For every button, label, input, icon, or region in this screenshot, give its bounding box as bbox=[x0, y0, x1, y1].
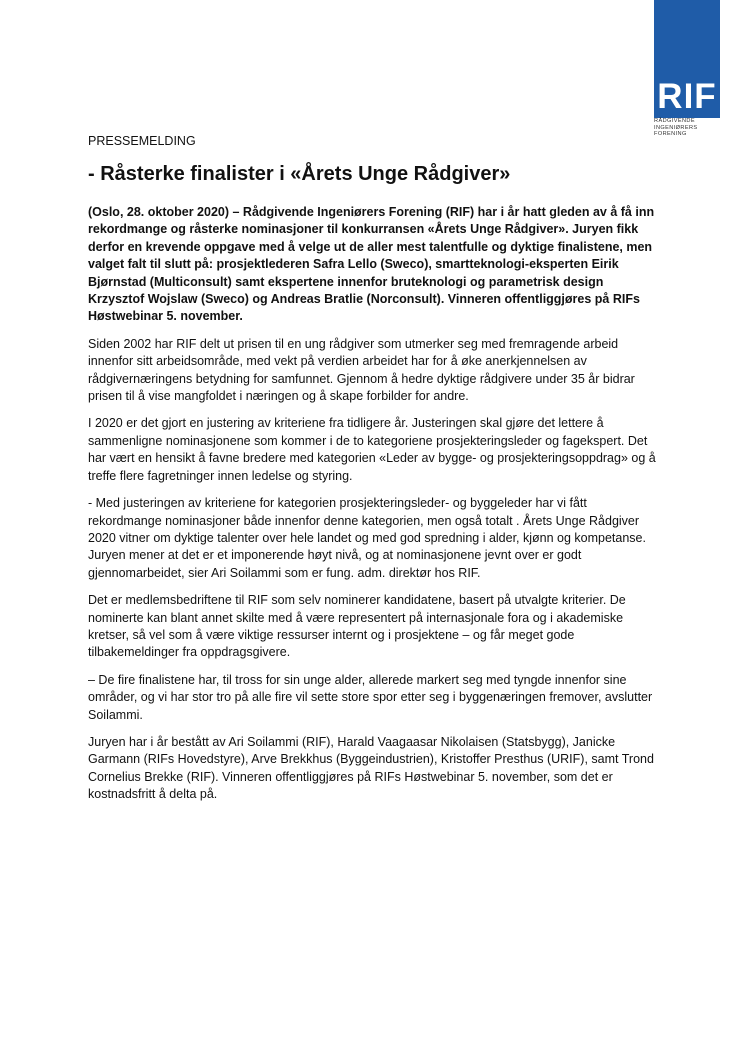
body-paragraph: – De fire finalistene har, til tross for sin unge alder, allerede markert seg med tyngde innenfor sine områder, og vi har stor tro på alle fire vil sette store spor etter seg i byggenæringen fremover, avslutter Soilammi. bbox=[88, 672, 653, 722]
body-paragraph: Siden 2002 har RIF delt ut prisen til en ung rådgiver som utmerker seg med fremragende arbeid innenfor sitt arbeidsområde, med vekt på verdien arbeidet har for å øke anerkjennelsen av rådgivernæringens betydning for samfunnet. Gjennom å hedre dyktige rådgivere under 35 år bidrar prisen til å vise mangfoldet i næringen og å skape forbilder for andre. bbox=[88, 336, 635, 404]
body-paragraph: Det er medlemsbedriftene til RIF som selv nominerer kandidatene, basert på utvalgte kriterier. De nominerte kan blant annet skilte med å være representert på internasjonale fora og i akademiske kretser, så vel som å være viktige ressurser internt og i prosjektene – og får meget gode tilbakemeldinger fra oppdragsgivere. bbox=[88, 593, 626, 660]
lead-paragraph: (Oslo, 28. oktober 2020) – Rådgivende Ingeniørers Forening (RIF) har i år hatt gleden av å få inn rekordmange og råsterke nominasjoner til konkurransen «Årets Unge Rådgiver». Juryen fikk derfor en krevende oppgave med å velge ut de aller mest talentfulle og dyktige finalistene, men valget falt til slutt på: prosjektlederen Safra Lello (Sweco), smartteknologi-eksperten Eirik Bjørnstad (Multiconsult) samt ekspertene innenfor bruteknologi og parametrisk design Krzysztof Wojslaw (Sweco) og Andreas Bratlie (Norconsult). Vinneren offentliggjøres på RIFs Høstwebinar 5. november. bbox=[88, 205, 655, 324]
logo-text: RIF bbox=[657, 77, 717, 116]
logo-subtitle-line: FORENING bbox=[654, 131, 687, 138]
body-paragraph: I 2020 er det gjort en justering av kriteriene fra tidligere år. Justeringen skal gjøre det lettere å sammenligne nominasjonene som kommer i de to kategoriene prosjekteringsleder og fagekspert. Det har vært en hensikt å favne bredere med kategorien «Leder av bygge- og prosjekteringsoppdrag» og å treffe flere fagretninger innen ledelse og styring. bbox=[88, 416, 656, 483]
logo-subtitle bbox=[654, 118, 720, 138]
document-label: PRESSEMELDING bbox=[88, 134, 196, 148]
logo-block bbox=[654, 0, 720, 118]
rif-logo bbox=[654, 0, 720, 140]
body-paragraph: Juryen har i år bestått av Ari Soilammi (RIF), Harald Vaagaasar Nikolaisen (Statsbygg), Janicke Garmann (RIFs Hovedstyre), Arve Brekkhus (Byggeindustrien), Kristoffer Presthus (URIF), samt Trond Cornelius Brekke (RIF). Vinneren offentliggjøres på RIFs Høstwebinar 5. november, som det er kostnadsfritt å delta på. bbox=[88, 734, 654, 802]
logo-subtitle-line: RÅDGIVENDE bbox=[654, 118, 695, 124]
body-paragraph: - Med justeringen av kriteriene for kategorien prosjekteringsleder- og byggeleder har vi fått rekordmange nominasjoner både innenfor denne kategorien, men også totalt . Årets Unge Rådgiver 2020 vitner om dyktige talenter over hele landet og med god spredning i alder, kjønn og kompetanse. Juryen mener at det er et imponerende høyt nivå, og at nominasjonene jevnt over er godt gjennomarbeidet, sier Ari Soilammi som er fung. adm. direktør hos RIF. bbox=[88, 496, 646, 580]
document-body bbox=[88, 133, 658, 814]
document-title: - Råsterke finalister i «Årets Unge Rådgiver» bbox=[88, 163, 511, 185]
logo-subtitle-line: INGENIØRERS bbox=[654, 124, 698, 131]
